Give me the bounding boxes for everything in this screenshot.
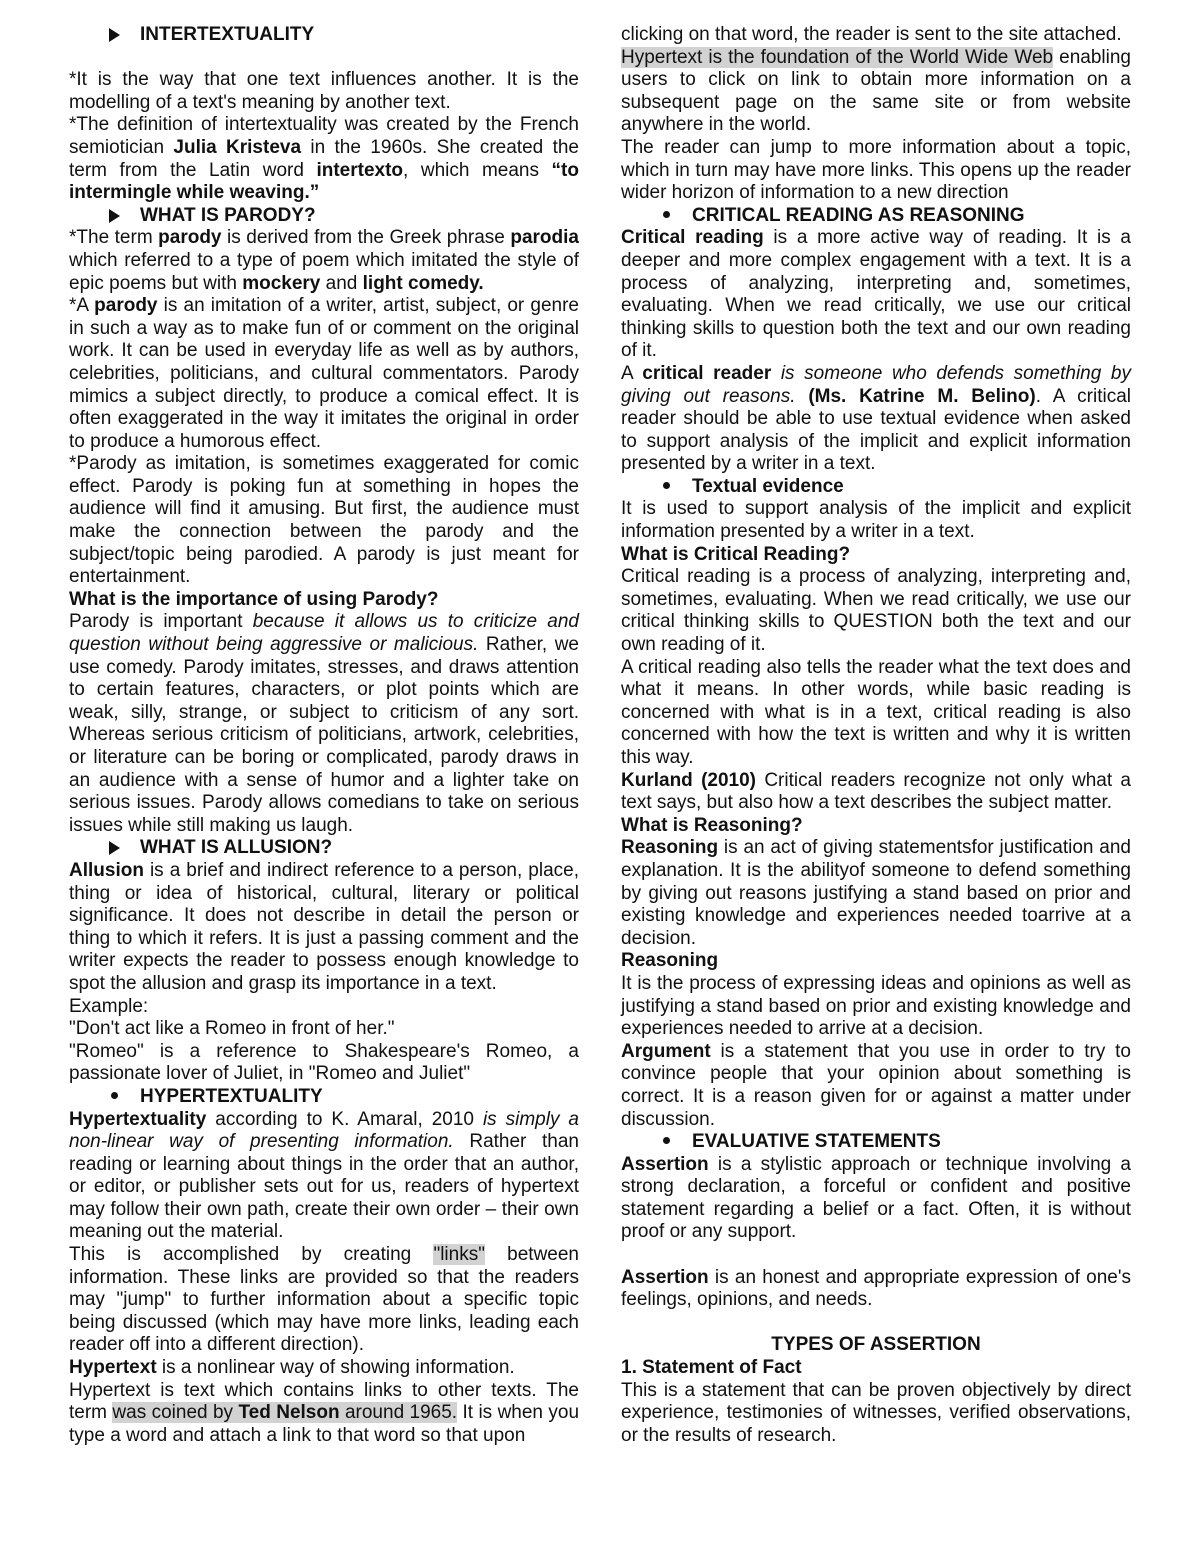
subheading: What is Critical Reading? <box>621 543 851 565</box>
paragraph: This is a statement that can be proven objectively by direct experience, testimonies of witnesses, verified observations, or the results of research. <box>621 1379 1131 1446</box>
paragraph: It is used to support analysis of the implicit and explicit information presented by a writer in a text. <box>621 498 1131 543</box>
right-column <box>621 24 1131 1447</box>
paragraph: Kurland (2010) Critical readers recognize not only what a text says, but also how a text describes the subject matter. <box>621 769 1131 814</box>
heading-textual-evidence: Textual evidence <box>621 476 1131 499</box>
paragraph: Parody is important because it allows us to criticize and question without being aggressive or malicious. Rather, we use comedy. Parody imitates, stresses, and draws attention to certain features, characters, or plot points which are weak, silly, strange, or subject to criticism of any sort. Whereas serious criticism of politicians, artwork, celebrities, or literature can be boring or complicated, parody draws in an audience with a sense of humor and a lighter take on serious issues. Parody allows comedians to take on serious issues while still making us laugh. <box>69 611 580 836</box>
paragraph: The reader can jump to more information about a topic, which in turn may have more links. This opens up the reader wider horizon of information to a new direction <box>621 136 1131 204</box>
subheading: What is Reasoning? <box>621 814 803 836</box>
paragraph: Argument is a statement that you use in order to try to convince people that your opinion about something is correct. It is a reason given for or against a matter under discussion. <box>621 1040 1131 1130</box>
arrow-bullet-icon <box>104 837 124 860</box>
arrow-bullet-icon <box>104 205 124 228</box>
heading-allusion: WHAT IS ALLUSION? <box>69 837 579 860</box>
paragraph: Assertion is an honest and appropriate expression of one's feelings, opinions, and needs. <box>621 1266 1131 1311</box>
paragraph: This is accomplished by creating "links" between information. These links are provided so that the readers may "jump" to further information about a specific topic being discussed (which may have more links, leading each reader off into a different direction). <box>69 1244 579 1356</box>
heading-evaluative-statements: EVALUATIVE STATEMENTS <box>621 1131 1131 1154</box>
paragraph: Hypertext is the foundation of the World Wide Web enabling users to click on link to obtain more information on a subsequent page on the same site or from website anywhere in the world. <box>621 46 1131 136</box>
paragraph: clicking on that word, the reader is sent to the site attached. <box>621 24 1122 45</box>
paragraph: A critical reading also tells the reader what the text does and what it means. In other words, while basic reading is concerned with what is in a text, critical reading is also concerned with how the text is written and why it is written this way. <box>621 656 1131 768</box>
paragraph: Critical reading is a process of analyzing, interpreting and, sometimes, evaluating. When we read critically, we use our critical thinking skills to QUESTION both the text and our own reading of it. <box>621 566 1131 656</box>
heading-parody: WHAT IS PARODY? <box>69 205 579 228</box>
left-column <box>69 24 579 1447</box>
paragraph: "Romeo" is a reference to Shakespeare's Romeo, a passionate lover of Juliet, in "Romeo and Juliet" <box>69 1040 579 1085</box>
dot-bullet-icon <box>104 1086 124 1109</box>
paragraph: Hypertext is a nonlinear way of showing information. <box>69 1357 515 1379</box>
paragraph: *It is the way that one text influences another. It is the modelling of a text's meaning by another text. <box>69 69 579 113</box>
paragraph: Allusion is a brief and indirect reference to a person, place, thing or idea of historical, cultural, literary or political significance. It does not describe in detail the person or thing to which it refers. It is just a passing comment and the writer expects the reader to possess enough knowledge to spot the allusion and grasp its importance in a text. <box>69 859 579 994</box>
dot-bullet-icon <box>656 205 676 228</box>
subheading: What is the importance of using Parody? <box>69 588 439 610</box>
paragraph: *Parody as imitation, is sometimes exaggerated for comic effect. Parody is poking fun at something in hopes the audience will find it amusing. But first, the audience must make the connection between the parody and the subject/topic being parodied. A parody is just meant for entertainment. <box>69 453 579 588</box>
subheading: Reasoning <box>621 950 719 972</box>
dot-bullet-icon <box>656 1131 676 1154</box>
heading-critical-reading: CRITICAL READING AS REASONING <box>621 205 1131 228</box>
paragraph: It is the process of expressing ideas and opinions as well as justifying a stand based on prior and existing knowledge and experiences needed to arrive at a decision. <box>621 972 1131 1040</box>
section-title-types-of-assertion: TYPES OF ASSERTION <box>771 1334 981 1356</box>
paragraph: A critical reader is someone who defends something by giving out reasons. (Ms. Katrine M. Belino). A critical reader should be able to use textual evidence when asked to support analysis of the implicit and explicit information presented by a writer in a text. <box>621 362 1131 475</box>
paragraph: Reasoning is an act of giving statementsfor justification and explanation. It is the abilityof someone to defend something by giving out reasons justifying a stand based on prior and existing knowledge and experiences needed toarrive at a decision. <box>621 837 1131 949</box>
paragraph: Hypertext is text which contains links to other texts. The term was coined by Ted Nelson around 1965. It is when you type a word and attach a link to that word so that upon <box>69 1379 580 1446</box>
dot-bullet-icon <box>656 476 676 499</box>
heading-intertextuality: INTERTEXTUALITY <box>69 24 579 47</box>
paragraph: Example: <box>69 995 149 1017</box>
paragraph: *The term parody is derived from the Greek phrase parodia which referred to a type of poem which imitated the style of epic poems but with mockery and light comedy. <box>69 227 579 294</box>
paragraph: Critical reading is a more active way of reading. It is a deeper and more complex engagement with a text. It is a process of analyzing, interpreting and, sometimes, evaluating. When we read critically, we use our critical thinking skills to question both the text and our own reading of it. <box>621 227 1131 362</box>
subheading: 1. Statement of Fact <box>621 1357 802 1379</box>
paragraph: Assertion is a stylistic approach or technique involving a strong declaration, a forceful or confident and positive statement regarding a belief or a fact. Often, it is without proof or any support. <box>621 1153 1131 1243</box>
heading-hypertextuality: HYPERTEXTUALITY <box>69 1086 579 1109</box>
paragraph: Hypertextuality according to K. Amaral, 2010 is simply a non-linear way of presenting information. Rather than reading or learning about things in the order that an author, or editor, or publisher sets out for us, readers of hypertext may follow their own path, create their own order – their own meaning out the material. <box>69 1108 579 1243</box>
paragraph: *The definition of intertextuality was created by the French semiotician Julia Kristeva in the 1960s. She created the term from the Latin word intertexto, which means “to intermingle while weaving.” <box>69 114 579 204</box>
paragraph: "Don't act like a Romeo in front of her." <box>69 1018 395 1040</box>
arrow-bullet-icon <box>104 24 124 47</box>
paragraph: *A parody is an imitation of a writer, artist, subject, or genre in such a way as to make fun of or comment on the original work. It can be used in everyday life as well as by authors, celebrities, politicians, and cultural commentators. Parody mimics a subject directly, to produce a comical effect. It is often exaggerated in the way it imitates the original in order to produce a humorous effect. <box>69 295 579 452</box>
